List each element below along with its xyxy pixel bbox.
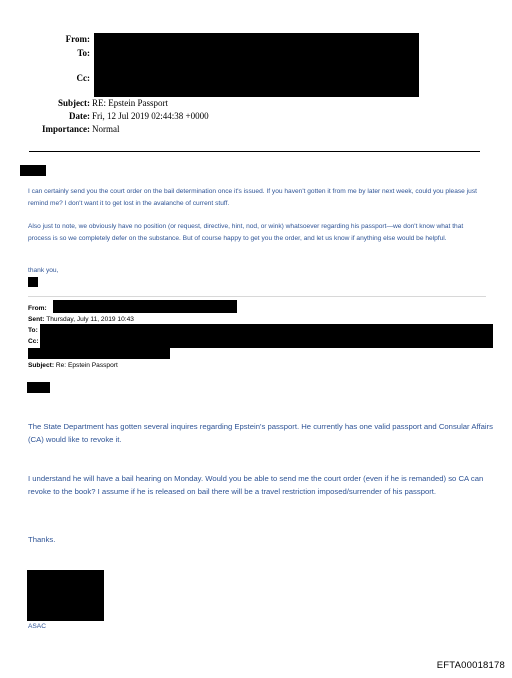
date-value: Fri, 12 Jul 2019 02:44:38 +0000 xyxy=(92,111,209,121)
to-label: To: xyxy=(77,48,90,58)
fwd-to-label: To: xyxy=(28,327,38,334)
redaction-salutation xyxy=(20,165,46,176)
forward-divider xyxy=(28,296,486,297)
original-paragraph-1: The State Department has gotten several inquires regarding Epstein's passport. He currently has one valid passport and Consular Affairs (CA) would like to revoke it. xyxy=(28,422,493,444)
fwd-from-label: From: xyxy=(28,305,47,312)
redaction-from xyxy=(94,33,419,46)
redaction-cc xyxy=(94,67,419,97)
reply-paragraph-2: Also just to note, we obviously have no position (or request, directive, hint, nod, or wink) whatsoever regarding his passport—we don't know what that process is so we completely defer on the substance. But of course happy to get you the order, and let us know if anything else would be helpful. xyxy=(28,223,464,242)
subject-value: RE: Epstein Passport xyxy=(92,98,168,108)
from-label: From: xyxy=(65,34,90,44)
redaction-fwd-to xyxy=(40,324,493,334)
date-label: Date: xyxy=(69,111,90,121)
fwd-subject-label: Subject: xyxy=(28,362,55,369)
header-divider xyxy=(29,151,480,152)
redaction-fwd-from xyxy=(53,300,237,313)
redaction-original-signature xyxy=(27,570,104,621)
reply-signoff: thank you, xyxy=(28,267,59,274)
original-paragraph-2: I understand he will have a bail hearing on Monday. Would you be able to send me the court order (even if he is remanded) so CA can revoke to the book? I assume if he is released on bail there will be a travel restriction imposed/surrender of his passport. xyxy=(28,474,484,496)
fwd-sent-value: Thursday, July 11, 2019 10:43 xyxy=(46,316,134,323)
fwd-subject-value: Re: Epstein Passport xyxy=(55,362,118,369)
redaction-fwd-cc-2 xyxy=(28,348,170,359)
importance-label: Importance: xyxy=(42,124,90,134)
fwd-sent-label: Sent: xyxy=(28,316,45,323)
redaction-fwd-cc-1 xyxy=(40,334,493,348)
signature-title: ASAC xyxy=(28,623,46,630)
reply-paragraph-1: I can certainly send you the court order on the bail determination once it's issued. If you haven't gotten it from me by later next week, could you please just remind me? I don't want it to get lost in the avalanche of current stuff. xyxy=(28,188,477,207)
importance-value: Normal xyxy=(92,124,120,134)
redaction-original-salutation xyxy=(27,382,50,393)
cc-label: Cc: xyxy=(76,73,90,83)
document-id: EFTA00018178 xyxy=(436,660,505,671)
redaction-signature xyxy=(28,277,38,287)
original-thanks: Thanks. xyxy=(28,535,56,544)
fwd-cc-label: Cc: xyxy=(28,338,39,345)
subject-label: Subject: xyxy=(58,98,90,108)
